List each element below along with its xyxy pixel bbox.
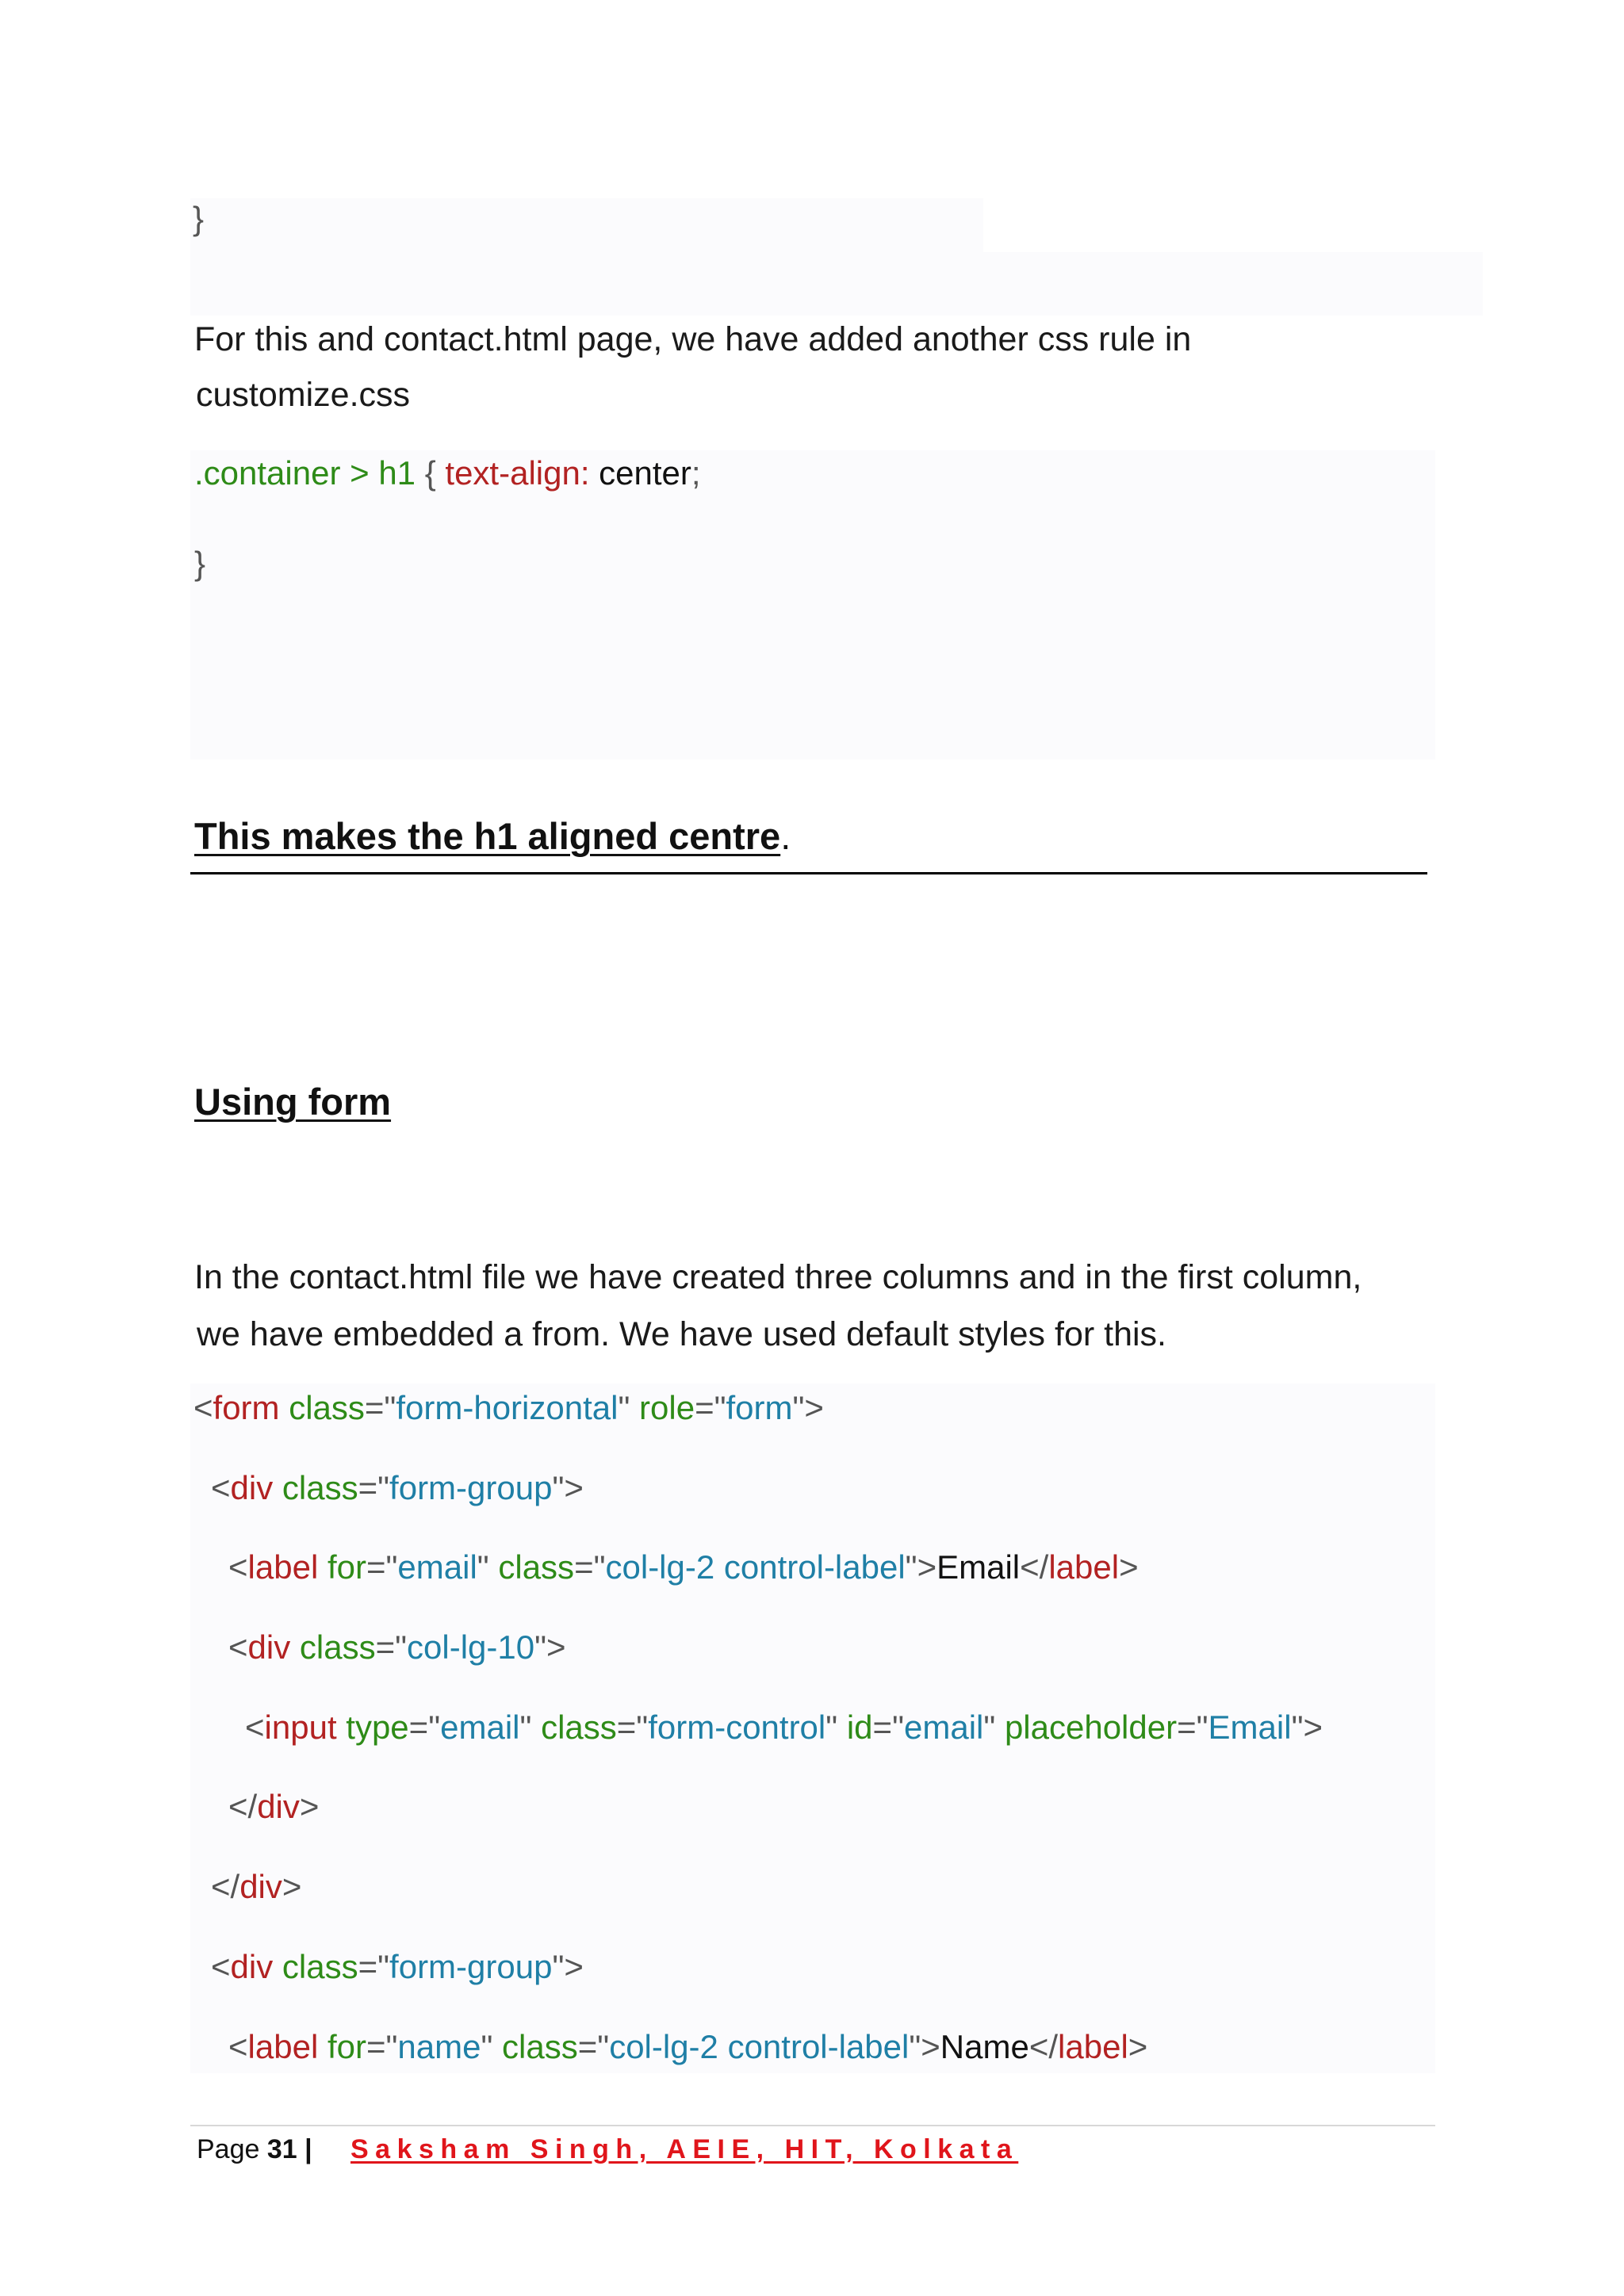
css-semicolon: ; — [691, 454, 701, 492]
code-line-close-div-1: </div> — [228, 1788, 320, 1825]
section-title-using-form: Using form — [194, 1081, 392, 1123]
css-open-brace: { — [424, 454, 436, 492]
code-line-div-col-lg-10: <div class="col-lg-10"> — [228, 1628, 566, 1666]
code-block-bg-top — [190, 198, 983, 254]
note-text: This makes the h1 aligned centre — [194, 815, 781, 857]
code-closing-brace: } — [193, 200, 205, 237]
note-period: . — [780, 815, 791, 857]
footer-separator: | — [297, 2134, 320, 2164]
code-line-label-email: <label for="email" class="col-lg-2 control-label">Email</label> — [228, 1548, 1139, 1586]
code-block-bg-css — [190, 450, 1435, 760]
css-rule-line — [194, 454, 701, 492]
code-line-form: <form class="form-horizontal" role="form"> — [193, 1389, 824, 1426]
css-close-brace: } — [194, 545, 206, 582]
code-line-label-name: <label for="name" class="col-lg-2 control-label">Name</label> — [228, 2028, 1148, 2065]
form-intro-line-1: In the contact.html file we have created three columns and in the first column, — [194, 1258, 1362, 1296]
css-selector: .container > h1 — [194, 454, 416, 492]
css-value: center — [599, 454, 691, 492]
css-property: text-align — [445, 454, 580, 492]
intro-line-2: customize.css — [196, 376, 411, 414]
code-line-div-form-group-2: <div class="form-group"> — [211, 1948, 584, 1985]
footer-page-number: 31 — [266, 2134, 297, 2164]
footer-page — [197, 2134, 320, 2165]
code-block-bg-top-2 — [190, 252, 1483, 316]
footer-divider — [190, 2125, 1435, 2126]
code-line-input-email: <input type="email" class="form-control" id="email" placeholder="Email"> — [245, 1709, 1323, 1746]
code-line-div-form-group-1: <div class="form-group"> — [211, 1469, 584, 1506]
footer-page-label: Page — [197, 2134, 267, 2164]
code-line-close-div-2: </div> — [211, 1868, 302, 1905]
form-intro-line-2: we have embedded a from. We have used default styles for this. — [197, 1315, 1166, 1353]
intro-line-1: For this and contact.html page, we have added another css rule in — [194, 320, 1192, 358]
footer-author: Saksham Singh, AEIE, HIT, Kolkata — [350, 2134, 1019, 2164]
css-colon: : — [580, 454, 590, 492]
note-line — [194, 814, 791, 858]
horizontal-rule — [190, 872, 1427, 874]
